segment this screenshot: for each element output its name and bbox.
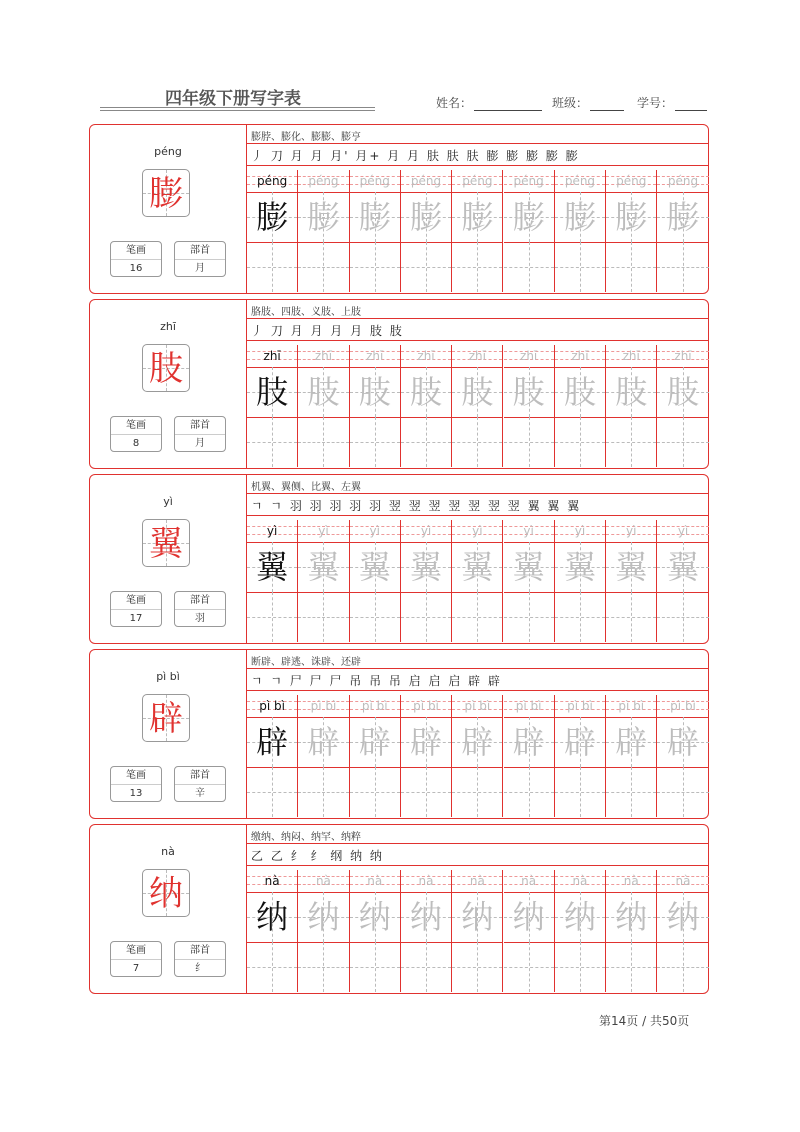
practice-cell[interactable] [452, 695, 503, 817]
practice-cell[interactable] [401, 345, 452, 467]
cell-pinyin: péng [257, 174, 288, 188]
practice-cell[interactable] [350, 345, 401, 467]
empty-guide-vertical [375, 767, 376, 817]
practice-cell[interactable] [401, 695, 452, 817]
empty-guide-vertical [529, 942, 530, 992]
stroke-count-value: 7 [132, 963, 140, 974]
character-box [142, 694, 190, 742]
row-divider [247, 340, 709, 341]
practice-cell[interactable] [657, 170, 708, 292]
practice-area [247, 650, 709, 818]
cell-pinyin: péng [359, 174, 390, 188]
cell-pinyin: péng [410, 174, 442, 188]
row-divider [247, 493, 709, 494]
cell-pinyin: yì [677, 524, 689, 538]
practice-cell[interactable] [298, 695, 349, 817]
empty-guide-vertical [323, 417, 324, 467]
practice-area [247, 125, 709, 293]
name-label: 姓名： [436, 96, 473, 110]
empty-guide-vertical [529, 417, 530, 467]
cell-character: 纳 [667, 898, 700, 936]
cell-pinyin: pì bì [567, 699, 593, 713]
cell-pinyin: zhī [417, 349, 435, 363]
practice-grid [247, 870, 709, 992]
stroke-count-box [110, 591, 162, 627]
cell-character: 辟 [358, 723, 391, 761]
cell-pinyin: yì [523, 524, 534, 538]
character-pinyin: péng [154, 145, 182, 158]
row-divider [247, 515, 709, 516]
character-pinyin: zhī [160, 320, 176, 333]
stroke-count-value: 13 [129, 788, 143, 799]
empty-guide-vertical [580, 592, 581, 642]
cell-character: 膨 [667, 198, 700, 236]
page-title: 四年级下册写字表 [165, 89, 301, 109]
empty-guide-vertical [426, 417, 427, 467]
empty-guide-vertical [631, 592, 632, 642]
empty-guide-vertical [580, 417, 581, 467]
row-divider [247, 690, 709, 691]
cell-character: 膨 [461, 198, 494, 236]
cell-pinyin: yì [626, 524, 637, 538]
cell-character: 辟 [615, 723, 648, 761]
cell-character: 翼 [512, 548, 545, 586]
empty-guide-vertical [323, 242, 324, 292]
class-blank[interactable] [590, 98, 624, 111]
empty-guide-vertical [272, 592, 273, 642]
empty-guide-vertical [631, 242, 632, 292]
stroke-count-value: 16 [129, 263, 143, 274]
empty-guide-vertical [323, 592, 324, 642]
practice-cell[interactable] [555, 870, 606, 992]
character-card [89, 824, 709, 994]
practice-cell[interactable] [555, 695, 606, 817]
empty-guide-vertical [580, 942, 581, 992]
stroke-count-label: 笔画 [111, 942, 161, 960]
cell-character: 翼 [563, 548, 596, 586]
cell-pinyin: nà [315, 874, 331, 888]
practice-cell[interactable] [606, 695, 657, 817]
practice-cell[interactable] [504, 870, 555, 992]
character-box [142, 344, 190, 392]
empty-guide-vertical [272, 417, 273, 467]
cell-pinyin: nà [521, 874, 537, 888]
class-label: 班级： [552, 96, 589, 110]
class-field[interactable] [552, 94, 624, 111]
stroke-order: ㄱ ㄱ 羽 羽 羽 羽 羽 翌 翌 翌 翌 翌 翌 翌 翼 翼 翼 [251, 499, 582, 513]
cell-pinyin: pì bì [670, 699, 696, 713]
empty-guide-vertical [477, 767, 478, 817]
practice-cell[interactable] [452, 345, 503, 467]
row-divider [247, 843, 709, 844]
practice-cell[interactable] [657, 520, 708, 642]
stroke-count-label: 笔画 [111, 592, 161, 610]
row-divider [247, 318, 709, 319]
empty-guide-vertical [426, 242, 427, 292]
example-words: 机翼、翼侧、比翼、左翼 [251, 482, 361, 493]
main-character: 肢 [149, 349, 183, 389]
cell-character: 翼 [256, 548, 289, 586]
cell-character: 纳 [307, 898, 340, 936]
character-box [142, 169, 190, 217]
radical-label: 部首 [175, 242, 225, 260]
practice-cell[interactable] [606, 520, 657, 642]
cell-pinyin: pì bì [361, 699, 388, 713]
main-character: 辟 [149, 699, 183, 739]
empty-guide-vertical [375, 592, 376, 642]
main-character: 纳 [149, 874, 183, 914]
cell-pinyin: pì bì [413, 699, 439, 713]
practice-cell[interactable] [606, 170, 657, 292]
character-summary [90, 650, 247, 818]
practice-cell[interactable] [657, 345, 708, 467]
cell-character: 翼 [410, 548, 443, 586]
cell-pinyin: yì [318, 524, 329, 538]
cell-pinyin: nà [418, 874, 434, 888]
cell-pinyin: péng [564, 174, 596, 188]
empty-guide-vertical [529, 767, 530, 817]
practice-grid [247, 695, 709, 817]
practice-cell[interactable] [452, 870, 503, 992]
practice-grid [247, 170, 709, 292]
empty-guide-vertical [477, 592, 478, 642]
practice-cell[interactable] [555, 345, 606, 467]
empty-guide-vertical [426, 592, 427, 642]
stroke-order: ㄱ ㄱ 尸 尸 尸 吊 吊 吊 启 启 启 辟 辟 [251, 674, 502, 688]
example-words: 胳肢、四肢、义肢、上肢 [251, 307, 361, 318]
character-cards [89, 124, 711, 999]
practice-cell[interactable] [606, 345, 657, 467]
empty-guide-vertical [683, 767, 684, 817]
cell-character: 膨 [307, 198, 340, 236]
cell-pinyin: yì [574, 524, 586, 538]
example-words: 缴纳、纳闷、纳罕、纳粹 [251, 832, 361, 843]
cell-character: 纳 [358, 898, 391, 936]
empty-guide-vertical [683, 242, 684, 292]
cell-pinyin: zhī [571, 349, 589, 363]
radical-box [174, 941, 226, 977]
character-box [142, 519, 190, 567]
practice-cell[interactable] [555, 520, 606, 642]
cell-pinyin: pì bì [618, 699, 645, 713]
empty-guide-vertical [375, 417, 376, 467]
practice-cell[interactable] [452, 520, 503, 642]
practice-cell[interactable] [247, 520, 298, 642]
radical-box [174, 766, 226, 802]
main-character: 膨 [149, 174, 183, 214]
cell-pinyin: zhī [520, 349, 538, 363]
cell-character: 翼 [461, 548, 494, 586]
practice-cell[interactable] [298, 345, 349, 467]
character-summary [90, 125, 247, 293]
practice-cell[interactable] [555, 170, 606, 292]
cell-character: 辟 [307, 723, 340, 761]
character-card [89, 299, 709, 469]
empty-guide-vertical [631, 942, 632, 992]
empty-guide-vertical [529, 592, 530, 642]
id-field[interactable] [637, 94, 707, 111]
cell-character: 纳 [512, 898, 545, 936]
name-blank[interactable] [474, 98, 542, 111]
title-underline [100, 107, 375, 108]
cell-pinyin: péng [667, 174, 699, 188]
practice-cell[interactable] [247, 170, 298, 292]
cell-pinyin: péng [308, 174, 339, 188]
practice-cell[interactable] [606, 870, 657, 992]
radical-label: 部首 [175, 592, 225, 610]
stroke-count-box [110, 241, 162, 277]
cell-pinyin: zhī [468, 349, 486, 363]
empty-guide-vertical [375, 942, 376, 992]
cell-character: 纳 [256, 898, 289, 936]
id-blank[interactable] [675, 98, 707, 111]
cell-character: 膨 [358, 198, 391, 236]
id-label: 学号： [637, 96, 674, 110]
stroke-count-box [110, 941, 162, 977]
cell-pinyin: péng [616, 174, 647, 188]
practice-cell[interactable] [247, 870, 298, 992]
stroke-count-box [110, 766, 162, 802]
stroke-count-box [110, 416, 162, 452]
cell-character: 辟 [461, 723, 494, 761]
example-words: 膨脖、膨化、膨膨、膨亨 [251, 132, 361, 143]
practice-cell[interactable] [401, 520, 452, 642]
empty-guide-vertical [426, 767, 427, 817]
cell-character: 翼 [358, 548, 391, 586]
empty-guide-vertical [683, 942, 684, 992]
stroke-order: 丿 刀 月 月 月 月 肢 肢 [251, 324, 404, 338]
cell-pinyin: zhī [366, 349, 384, 363]
row-divider [247, 865, 709, 866]
character-card [89, 649, 709, 819]
cell-pinyin: nà [623, 874, 639, 888]
practice-cell[interactable] [298, 520, 349, 642]
cell-pinyin: nà [367, 874, 383, 888]
cell-character: 肢 [461, 373, 494, 411]
empty-guide-vertical [426, 942, 427, 992]
cell-pinyin: pì bì [515, 699, 542, 713]
practice-cell[interactable] [504, 695, 555, 817]
radical-value: 辛 [195, 788, 205, 799]
stroke-count-label: 笔画 [111, 242, 161, 260]
row-divider [247, 143, 709, 144]
practice-cell[interactable] [350, 695, 401, 817]
practice-grid [247, 520, 709, 642]
radical-value: 月 [195, 438, 205, 449]
stroke-count-label: 笔画 [111, 767, 161, 785]
cell-character: 肢 [256, 373, 289, 411]
radical-label: 部首 [175, 417, 225, 435]
empty-guide-vertical [272, 767, 273, 817]
character-card [89, 124, 709, 294]
cell-pinyin: nà [675, 874, 691, 888]
practice-cell[interactable] [504, 345, 555, 467]
cell-pinyin: zhī [622, 349, 640, 363]
cell-pinyin: yì [266, 524, 278, 538]
cell-character: 辟 [256, 723, 289, 761]
practice-cell[interactable] [504, 170, 555, 292]
radical-box [174, 241, 226, 277]
character-summary [90, 475, 247, 643]
cell-pinyin: pì bì [310, 699, 337, 713]
empty-guide-vertical [323, 767, 324, 817]
cell-character: 膨 [256, 198, 289, 236]
practice-cell[interactable] [504, 520, 555, 642]
practice-cell[interactable] [298, 870, 349, 992]
cell-character: 翼 [615, 548, 648, 586]
main-character: 翼 [149, 524, 183, 564]
cell-pinyin: pì bì [259, 699, 285, 713]
cell-character: 纳 [461, 898, 494, 936]
page-number: 第14页 / 共50页 [599, 1014, 690, 1028]
cell-character: 肢 [563, 373, 596, 411]
empty-guide-vertical [631, 767, 632, 817]
cell-character: 膨 [512, 198, 545, 236]
practice-cell[interactable] [247, 695, 298, 817]
cell-pinyin: nà [469, 874, 485, 888]
cell-pinyin: zhī [314, 349, 333, 363]
stroke-count-label: 笔画 [111, 417, 161, 435]
empty-guide-vertical [683, 417, 684, 467]
cell-character: 肢 [615, 373, 648, 411]
empty-guide-vertical [477, 417, 478, 467]
cell-pinyin: yì [420, 524, 432, 538]
empty-guide-vertical [477, 942, 478, 992]
character-pinyin: yì [163, 495, 173, 508]
cell-character: 肢 [307, 373, 340, 411]
practice-cell[interactable] [350, 170, 401, 292]
page-header [0, 0, 800, 120]
character-summary [90, 825, 247, 993]
cell-character: 翼 [307, 548, 340, 586]
cell-character: 肢 [512, 373, 545, 411]
practice-cell[interactable] [657, 695, 708, 817]
cell-character: 纳 [563, 898, 596, 936]
cell-pinyin: zhī [263, 349, 281, 363]
cell-pinyin: péng [513, 174, 544, 188]
cell-pinyin: nà [572, 874, 588, 888]
cell-character: 膨 [410, 198, 443, 236]
practice-cell[interactable] [247, 345, 298, 467]
title-underline-double [100, 110, 375, 111]
radical-box [174, 416, 226, 452]
radical-value: 纟 [195, 963, 205, 974]
empty-guide-vertical [477, 242, 478, 292]
empty-guide-vertical [375, 242, 376, 292]
cell-pinyin: zhī [674, 349, 692, 363]
character-pinyin: pì bì [156, 670, 180, 683]
character-summary [90, 300, 247, 468]
cell-character: 肢 [410, 373, 443, 411]
practice-area [247, 475, 709, 643]
practice-cell[interactable] [401, 870, 452, 992]
cell-character: 肢 [358, 373, 391, 411]
cell-character: 辟 [512, 723, 545, 761]
stroke-order: 丿 刀 月 月 月' 月+ 月 月 肤 肤 肤 膨 膨 膨 膨 膨 [251, 149, 580, 163]
cell-pinyin: yì [472, 524, 483, 538]
cell-character: 辟 [667, 723, 700, 761]
cell-pinyin: nà [264, 874, 280, 888]
practice-cell[interactable] [298, 170, 349, 292]
cell-character: 肢 [667, 373, 700, 411]
stroke-order: 乙 乙 纟 纟 纲 纳 纳 [251, 849, 384, 863]
cell-character: 翼 [667, 548, 700, 586]
practice-grid [247, 345, 709, 467]
cell-character: 膨 [615, 198, 648, 236]
empty-guide-vertical [683, 592, 684, 642]
practice-cell[interactable] [350, 520, 401, 642]
stroke-count-value: 8 [132, 438, 140, 449]
practice-cell[interactable] [452, 170, 503, 292]
character-box [142, 869, 190, 917]
radical-box [174, 591, 226, 627]
empty-guide-vertical [631, 417, 632, 467]
practice-area [247, 825, 709, 993]
character-card [89, 474, 709, 644]
empty-guide-vertical [272, 942, 273, 992]
practice-cell[interactable] [401, 170, 452, 292]
row-divider [247, 668, 709, 669]
character-pinyin: nà [161, 845, 175, 858]
empty-guide-vertical [323, 942, 324, 992]
cell-pinyin: yì [369, 524, 380, 538]
cell-pinyin: péng [462, 174, 493, 188]
name-field[interactable] [436, 94, 542, 111]
radical-value: 月 [195, 263, 205, 274]
empty-guide-vertical [529, 242, 530, 292]
radical-label: 部首 [175, 942, 225, 960]
stroke-count-value: 17 [129, 613, 143, 624]
radical-value: 羽 [195, 613, 205, 624]
empty-guide-vertical [272, 242, 273, 292]
cell-character: 膨 [563, 198, 596, 236]
practice-cell[interactable] [350, 870, 401, 992]
cell-pinyin: pì bì [464, 699, 491, 713]
cell-character: 辟 [563, 723, 596, 761]
example-words: 断辟、辟逃、诛辟、还辟 [251, 657, 361, 668]
practice-area [247, 300, 709, 468]
empty-guide-vertical [580, 767, 581, 817]
row-divider [247, 165, 709, 166]
radical-label: 部首 [175, 767, 225, 785]
cell-character: 辟 [410, 723, 443, 761]
practice-cell[interactable] [657, 870, 708, 992]
cell-character: 纳 [615, 898, 648, 936]
empty-guide-vertical [580, 242, 581, 292]
cell-character: 纳 [410, 898, 443, 936]
